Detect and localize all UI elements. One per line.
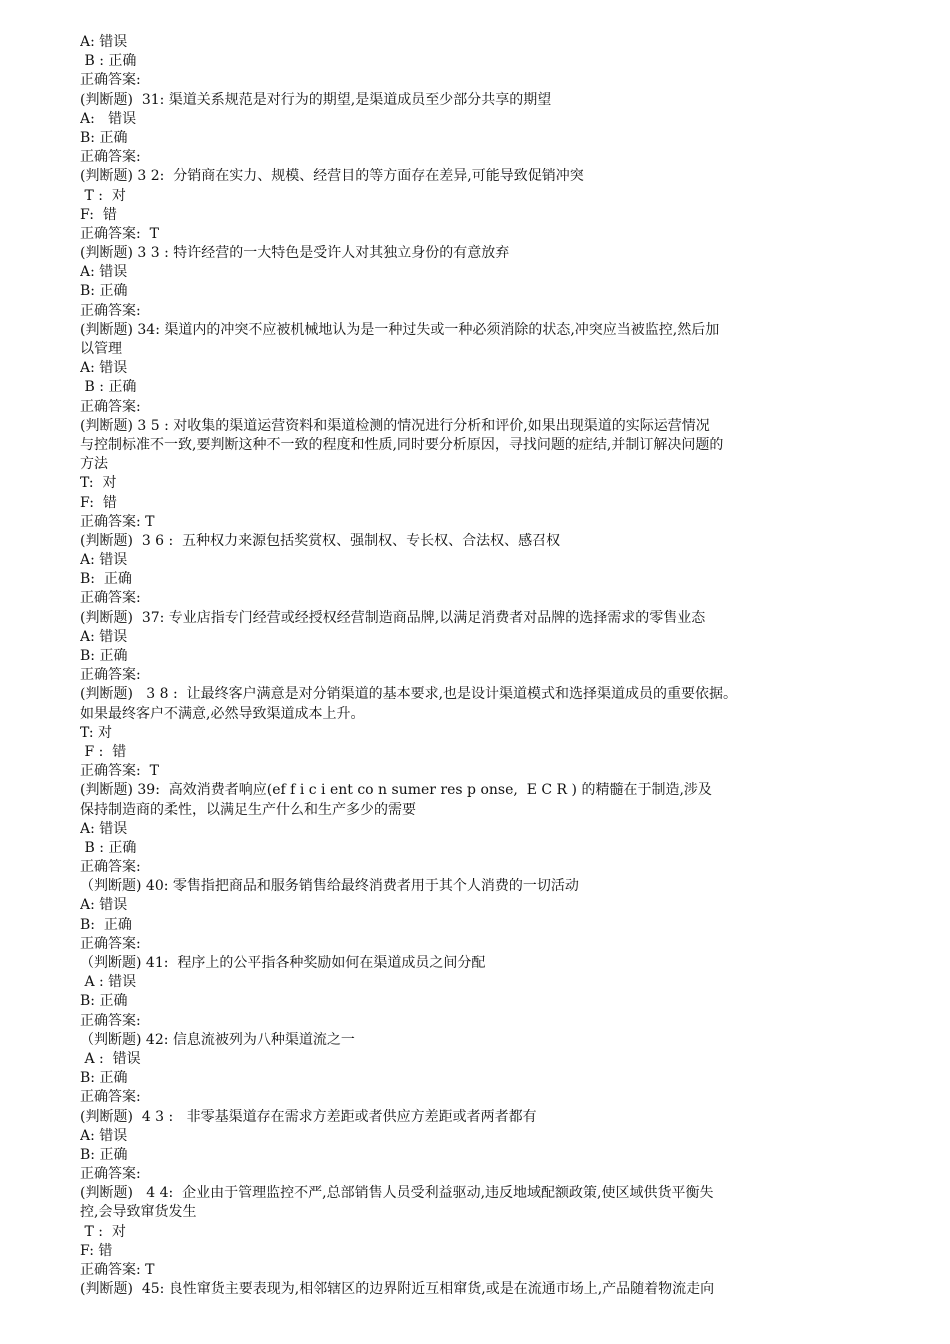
text-line: A: 错误 <box>80 628 128 645</box>
text-line: (判断题) 31: 渠道关系规范是对行为的期望,是渠道成员至少部分共享的期望 <box>80 91 552 108</box>
text-line: T : 对 <box>80 1223 126 1240</box>
text-line: (判断题) 39: 高效消费者响应(ef f i c i ent co n sumer res p onse, E C R ) 的精髓在于制造,涉及 <box>80 782 712 799</box>
text-line: T : 对 <box>80 187 126 204</box>
text-line: 正确答案: T <box>80 513 155 530</box>
text-line: 保持制造商的柔性，以满足生产什么和生产多少的需要 <box>80 801 416 818</box>
text-line: 正确答案: <box>80 72 141 89</box>
text-line: T: 对 <box>80 724 113 741</box>
text-line: 控,会导致窜货发生 <box>80 1204 197 1221</box>
text-line: A : 错误 <box>80 974 137 991</box>
text-line: A: 错误 <box>80 1127 128 1144</box>
text-line: B: 正确 <box>80 648 128 664</box>
text-line: 正确答案: <box>80 398 141 415</box>
text-line: F: 错 <box>80 206 117 223</box>
text-line: B: 正确 <box>80 916 132 933</box>
text-line: 正确答案: T <box>80 763 159 780</box>
text-line: B: 正确 <box>80 1070 128 1087</box>
text-line: A: 错误 <box>80 34 128 50</box>
text-line: 正确答案: <box>80 149 141 166</box>
text-line: 与控制标准不一致,要判断这种不一致的程度和性质,同时要分析原因，寻找问题的症结,并制订解决问题的 <box>80 436 724 453</box>
text-line: B : 正确 <box>80 53 137 70</box>
text-line: 正确答案: <box>80 859 141 876</box>
text-line: (判断题) 4 4: 企业由于管理监控不严,总部销售人员受利益驱动,违反地域配额政策,使区域供货平衡失 <box>80 1185 714 1202</box>
text-line: (判断题) 4 3 : 非零基渠道存在需求方差距或者供应方差距或者两者都有 <box>80 1108 537 1125</box>
text-line: B : 正确 <box>80 379 137 396</box>
text-line: 正确答案: <box>80 590 141 607</box>
text-line: 正确答案: <box>80 1012 141 1029</box>
text-line: (判断题) 37: 专业店指专门经营或经授权经营制造商品牌,以满足消费者对品牌的选择需求的零售业态 <box>80 609 706 626</box>
text-line: (判断题) 3 3 : 特许经营的一大特色是受许人对其独立身份的有意放弃 <box>80 245 510 262</box>
text-line: (判断题) 3 2: 分销商在实力、规模、经营目的等方面存在差异,可能导致促销冲突 <box>80 168 584 185</box>
text-line: F: 错 <box>80 1242 113 1259</box>
text-line: B: 正确 <box>80 571 132 588</box>
text-line: A: 错误 <box>80 360 128 377</box>
text-line: A: 错误 <box>80 264 128 281</box>
text-line: 正确答案: T <box>80 1262 155 1278</box>
text-line: B: 正确 <box>80 993 128 1010</box>
text-line: （判断题) 41: 程序上的公平指各种奖励如何在渠道成员之间分配 <box>80 955 486 971</box>
text-line: 正确答案: <box>80 1089 141 1106</box>
text-line: (判断题) 3 5 : 对收集的渠道运营资料和渠道检测的情况进行分析和评价,如果出现渠道的实际运营情况 <box>80 417 710 434</box>
text-line: （判断题) 40: 零售指把商品和服务销售给最终消费者用于其个人消费的一切活动 <box>80 878 579 895</box>
text-line: 正确答案: <box>80 1166 141 1183</box>
text-line: (判断题) 34: 渠道内的冲突不应被机械地认为是一种过失或一种必须消除的状态,冲突应当被监控,然后加 <box>80 321 720 338</box>
text-line: A: 错误 <box>80 552 128 569</box>
text-line: 正确答案: <box>80 302 141 319</box>
text-line: 以管理 <box>80 341 122 357</box>
text-line: F : 错 <box>80 743 127 760</box>
text-line: A: 错误 <box>80 897 128 914</box>
text-line: (判断题) 3 8 : 让最终客户满意是对分销渠道的基本要求,也是设计渠道模式和选择渠道成员的重要依据。 <box>80 686 738 703</box>
text-line: (判断题) 3 6 : 五种权力来源包括奖赏权、强制权、专长权、合法权、感召权 <box>80 532 561 549</box>
text-line: B: 正确 <box>80 283 128 300</box>
text-line: F: 错 <box>80 494 117 511</box>
text-line: 正确答案: <box>80 667 141 684</box>
text-line: (判断题) 45: 良性窜货主要表现为,相邻辖区的边界附近互相窜货,或是在流通市场上,产品随着物流走向 <box>80 1281 715 1298</box>
text-line: 方法 <box>80 456 108 473</box>
text-line: A : 错误 <box>80 1050 141 1067</box>
text-line: A: 错误 <box>80 110 137 127</box>
text-line: B: 正确 <box>80 1146 128 1163</box>
text-line: （判断题) 42: 信息流被列为八种渠道流之一 <box>80 1031 355 1048</box>
text-line: 正确答案: <box>80 935 141 952</box>
text-line: T: 对 <box>80 475 117 492</box>
text-line: B: 正确 <box>80 129 128 146</box>
document-body <box>80 33 880 1299</box>
text-line: B : 正确 <box>80 839 137 856</box>
text-line: 如果最终客户不满意,必然导致渠道成本上升。 <box>80 705 365 722</box>
text-line: A: 错误 <box>80 820 128 837</box>
text-line: 正确答案: T <box>80 225 159 242</box>
